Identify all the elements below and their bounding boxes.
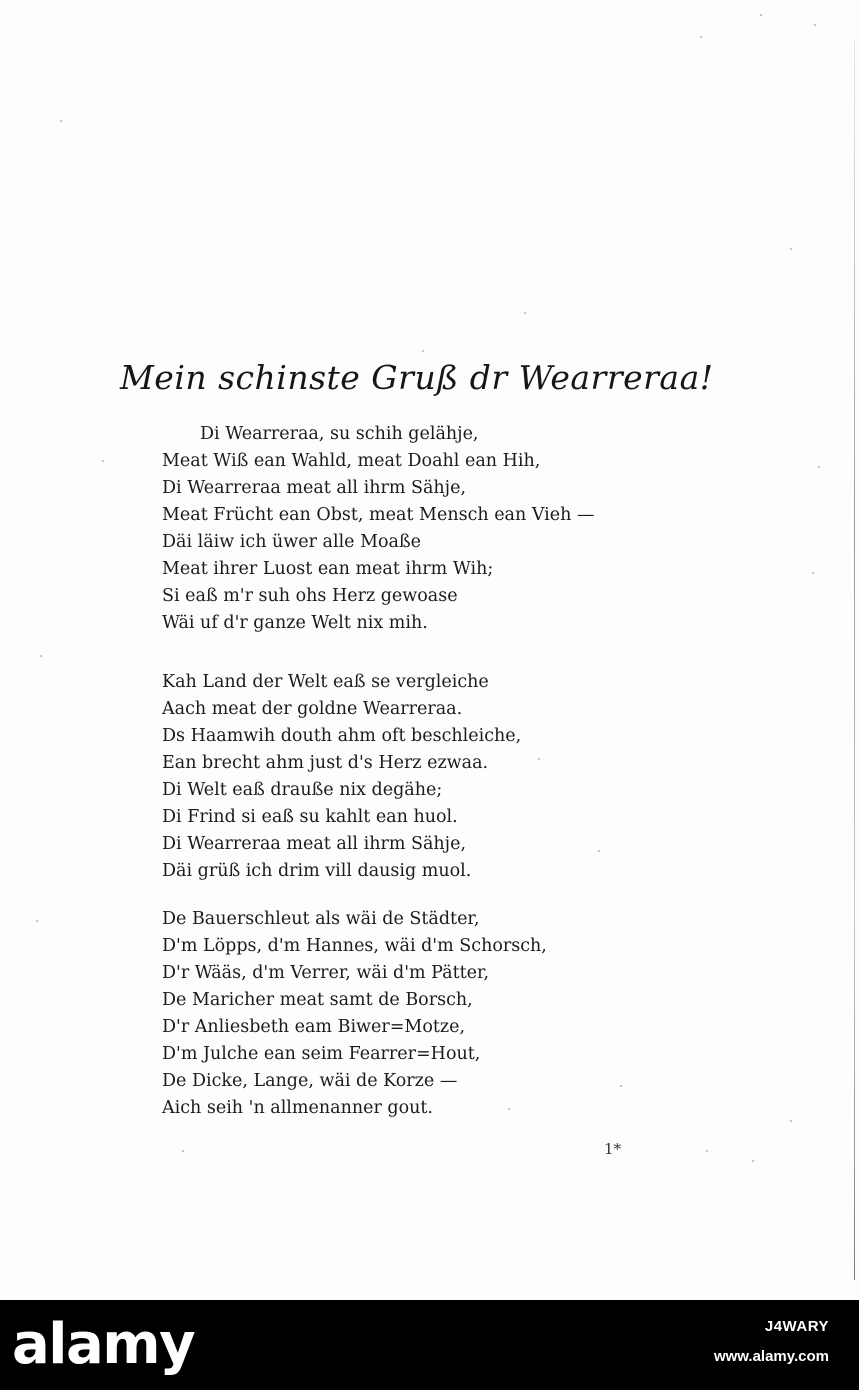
verse-line: Ean brecht ahm just d's Herz ezwaa. — [162, 753, 489, 773]
verse-line: Aich seih 'n allmenanner gout. — [162, 1098, 433, 1118]
page-number: 1* — [604, 1140, 622, 1158]
verse-line: Meat ihrer Luost ean meat ihrm Wih; — [162, 559, 494, 579]
scan-speck — [182, 1150, 184, 1152]
scan-speck — [36, 920, 38, 922]
verse-line: Däi läiw ich üwer alle Moaße — [162, 532, 422, 552]
scan-speck — [814, 24, 816, 26]
verse-line: D'm Julche ean seim Fearrer=Hout, — [162, 1044, 481, 1064]
verse-line: De Maricher meat samt de Borsch, — [162, 990, 473, 1010]
scan-speck — [422, 350, 424, 352]
watermark-url: www.alamy.com — [713, 1348, 829, 1365]
stanza-3 — [162, 906, 547, 1122]
verse-line: Wäi uf d'r ganze Welt nix mih. — [162, 613, 428, 633]
scan-speck — [102, 460, 104, 462]
scan-speck — [700, 36, 702, 38]
page-edge-shadow — [854, 40, 855, 1280]
scan-speck — [760, 14, 762, 16]
verse-line: Di Wearreraa meat all ihrm Sähje, — [162, 478, 467, 498]
verse-line: Di Welt eaß drauße nix degähe; — [162, 780, 443, 800]
scan-speck — [706, 1150, 708, 1152]
verse-line: Si eaß m'r suh ohs Herz gewoase — [162, 586, 458, 606]
verse-line: Aach meat der goldne Wearreraa. — [162, 699, 463, 719]
scan-speck — [790, 248, 792, 250]
verse-line: Di Frind si eaß su kahlt ean huol. — [162, 807, 458, 827]
scan-speck — [40, 655, 42, 657]
alamy-logo: alamy — [12, 1312, 195, 1377]
scan-speck — [538, 758, 540, 760]
stock-watermark-band — [0, 1300, 859, 1390]
scan-speck — [598, 850, 600, 852]
scan-speck — [620, 1085, 622, 1087]
verse-line: Meat Frücht ean Obst, meat Mensch ean Vieh — — [162, 505, 595, 525]
poem-title: Mein schinste Gruß dr Wearreraa! — [120, 358, 714, 397]
verse-line: D'r Wääs, d'm Verrer, wäi d'm Pätter, — [162, 963, 490, 983]
verse-line: De Dicke, Lange, wäi de Korze — — [162, 1071, 458, 1091]
scan-speck — [812, 572, 814, 574]
verse-line: Däi grüß ich drim vill dausig muol. — [162, 861, 472, 881]
verse-line: Meat Wiß ean Wahld, meat Doahl ean Hih, — [162, 451, 541, 471]
scan-speck — [790, 1120, 792, 1122]
verse-line: D'r Anliesbeth eam Biwer=Motze, — [162, 1017, 466, 1037]
verse-line: Di Wearreraa meat all ihrm Sähje, — [162, 834, 467, 854]
verse-line: Di Wearreraa, su schih gelähje, — [200, 424, 479, 444]
scan-speck — [818, 466, 820, 468]
scan-speck — [60, 120, 62, 122]
image-id: J4WARY — [764, 1318, 829, 1335]
verse-line: Kah Land der Welt eaß se vergleiche — [162, 672, 489, 692]
stanza-1 — [162, 421, 594, 637]
verse-line: Ds Haamwih douth ahm oft beschleiche, — [162, 726, 522, 746]
verse-line: D'm Löpps, d'm Hannes, wäi d'm Schorsch, — [162, 936, 547, 956]
verse-line: De Bauerschleut als wäi de Städter, — [162, 909, 480, 929]
scan-speck — [524, 312, 526, 314]
stanza-2 — [162, 669, 521, 885]
scan-speck — [752, 1160, 754, 1162]
